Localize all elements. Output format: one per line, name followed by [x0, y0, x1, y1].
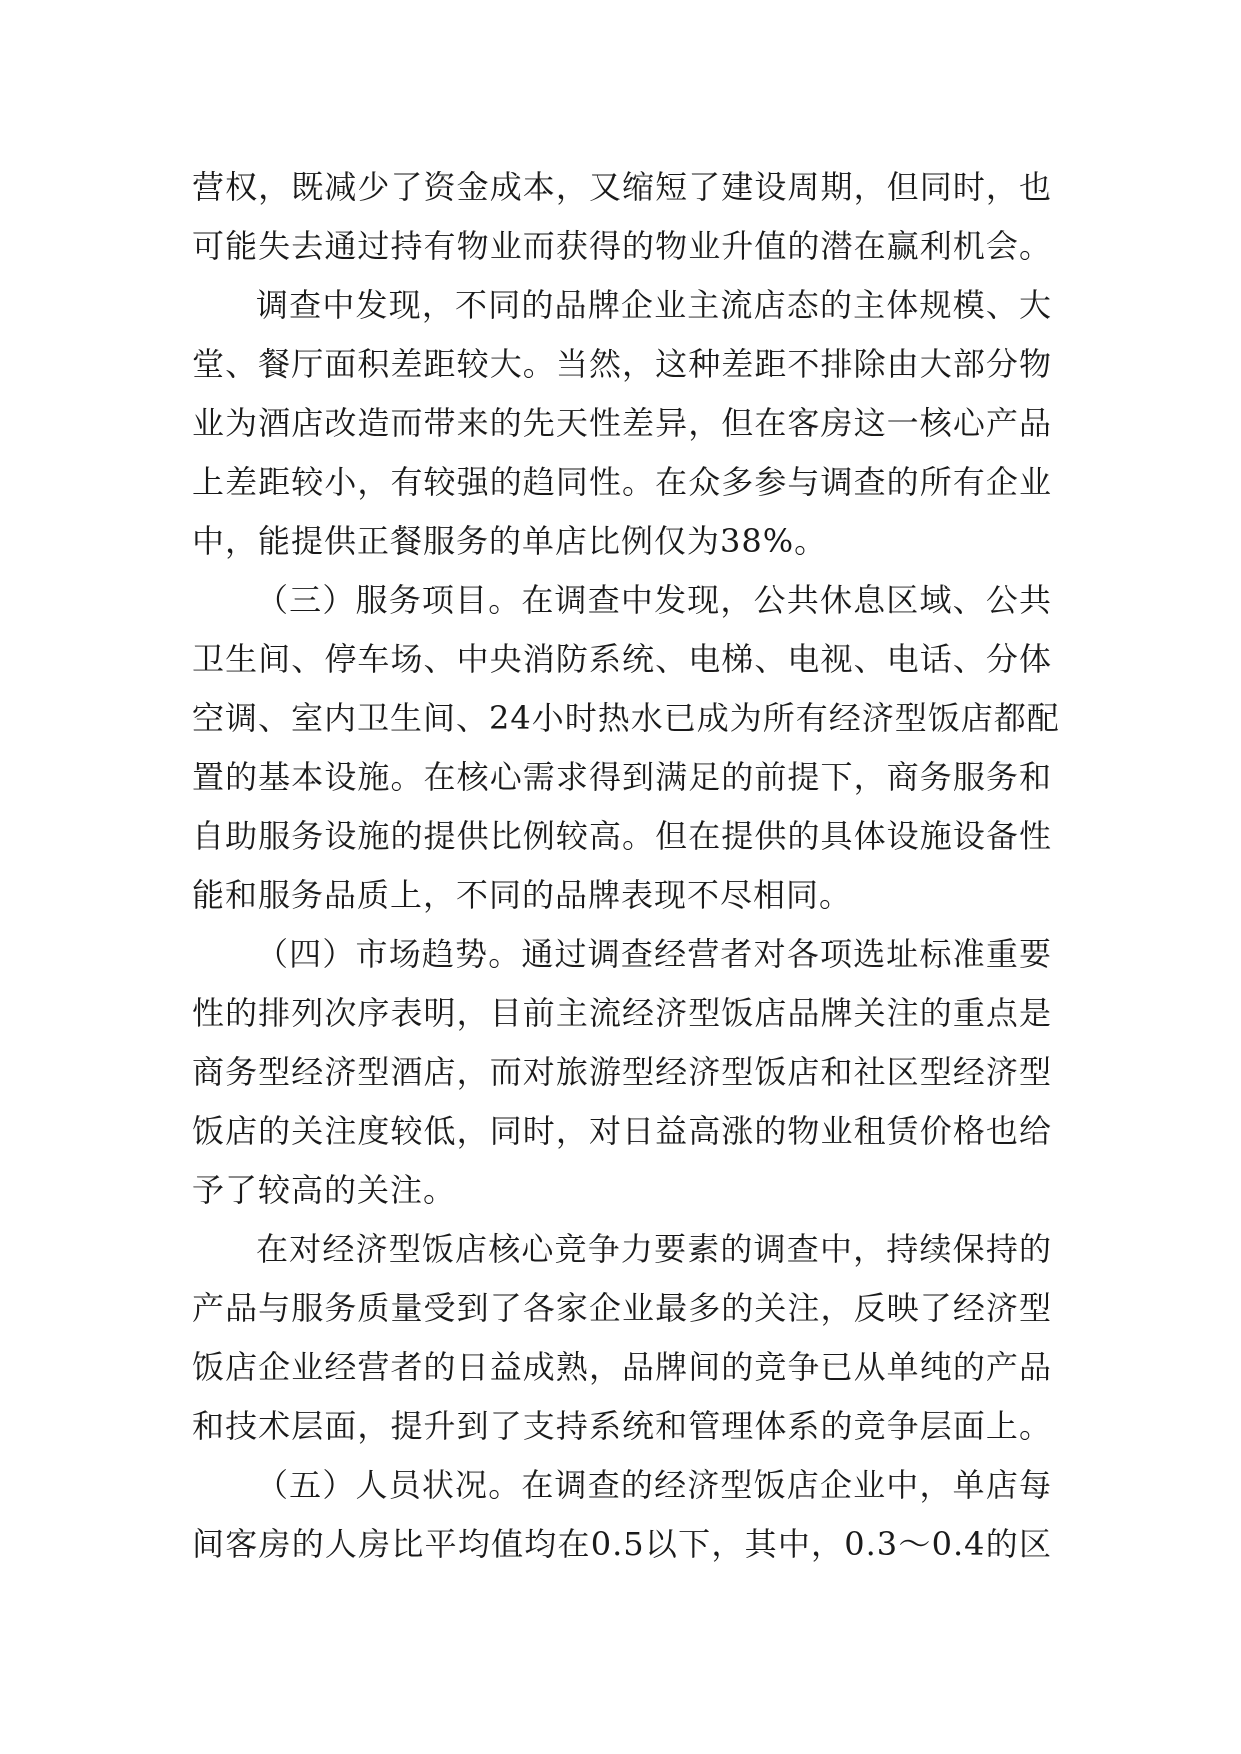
text-line: 在对经济型饭店核心竞争力要素的调查中，持续保持的 — [256, 1230, 1052, 1268]
text-line: （五）人员状况。在调查的经济型饭店企业中，单店每 — [256, 1466, 1052, 1504]
text-line: （三）服务项目。在调查中发现，公共休息区域、公共 — [256, 581, 1052, 619]
text-line: 予了较高的关注。 — [192, 1171, 457, 1209]
text-line: 产品与服务质量受到了各家企业最多的关注，反映了经济型 — [192, 1289, 1052, 1327]
paragraph-1 — [192, 158, 1052, 276]
text-line: （四）市场趋势。通过调查经营者对各项选址标准重要 — [256, 935, 1052, 973]
text-line: 中，能提供正餐服务的单店比例仅为38%。 — [192, 522, 828, 560]
body-text — [192, 158, 1060, 1574]
paragraph-4 — [192, 925, 1052, 1220]
text-line: 置的基本设施。在核心需求得到满足的前提下，商务服务和 — [192, 758, 1052, 796]
text-line: 业为酒店改造而带来的先天性差异，但在客房这一核心产品 — [192, 404, 1052, 442]
text-line: 和技术层面，提升到了支持系统和管理体系的竞争层面上。 — [192, 1407, 1052, 1445]
text-line: 调查中发现，不同的品牌企业主流店态的主体规模、大 — [256, 286, 1052, 324]
paragraph-5 — [192, 1220, 1052, 1456]
paragraph-6 — [192, 1456, 1052, 1574]
text-line: 上差距较小，有较强的趋同性。在众多参与调查的所有企业 — [192, 463, 1052, 501]
text-line: 饭店企业经营者的日益成熟，品牌间的竞争已从单纯的产品 — [192, 1348, 1052, 1386]
text-line: 饭店的关注度较低，同时，对日益高涨的物业租赁价格也给 — [192, 1112, 1052, 1150]
text-line: 可能失去通过持有物业而获得的物业升值的潜在赢利机会。 — [192, 227, 1052, 265]
text-line: 间客房的人房比平均值均在0.5以下，其中，0.3～0.4的区 — [192, 1525, 1052, 1563]
text-line: 能和服务品质上，不同的品牌表现不尽相同。 — [192, 876, 853, 914]
text-line: 性的排列次序表明，目前主流经济型饭店品牌关注的重点是 — [192, 994, 1052, 1032]
text-line: 卫生间、停车场、中央消防系统、电梯、电视、电话、分体 — [192, 640, 1052, 678]
text-line: 营权，既减少了资金成本，又缩短了建设周期，但同时，也 — [192, 168, 1052, 206]
paragraph-3 — [192, 571, 1060, 925]
text-line: 商务型经济型酒店，而对旅游型经济型饭店和社区型经济型 — [192, 1053, 1052, 1091]
text-line: 堂、餐厅面积差距较大。当然，这种差距不排除由大部分物 — [192, 345, 1052, 383]
paragraph-2 — [192, 276, 1052, 571]
text-line: 空调、室内卫生间、24小时热水已成为所有经济型饭店都配 — [192, 699, 1060, 737]
text-line: 自助服务设施的提供比例较高。但在提供的具体设施设备性 — [192, 817, 1052, 855]
